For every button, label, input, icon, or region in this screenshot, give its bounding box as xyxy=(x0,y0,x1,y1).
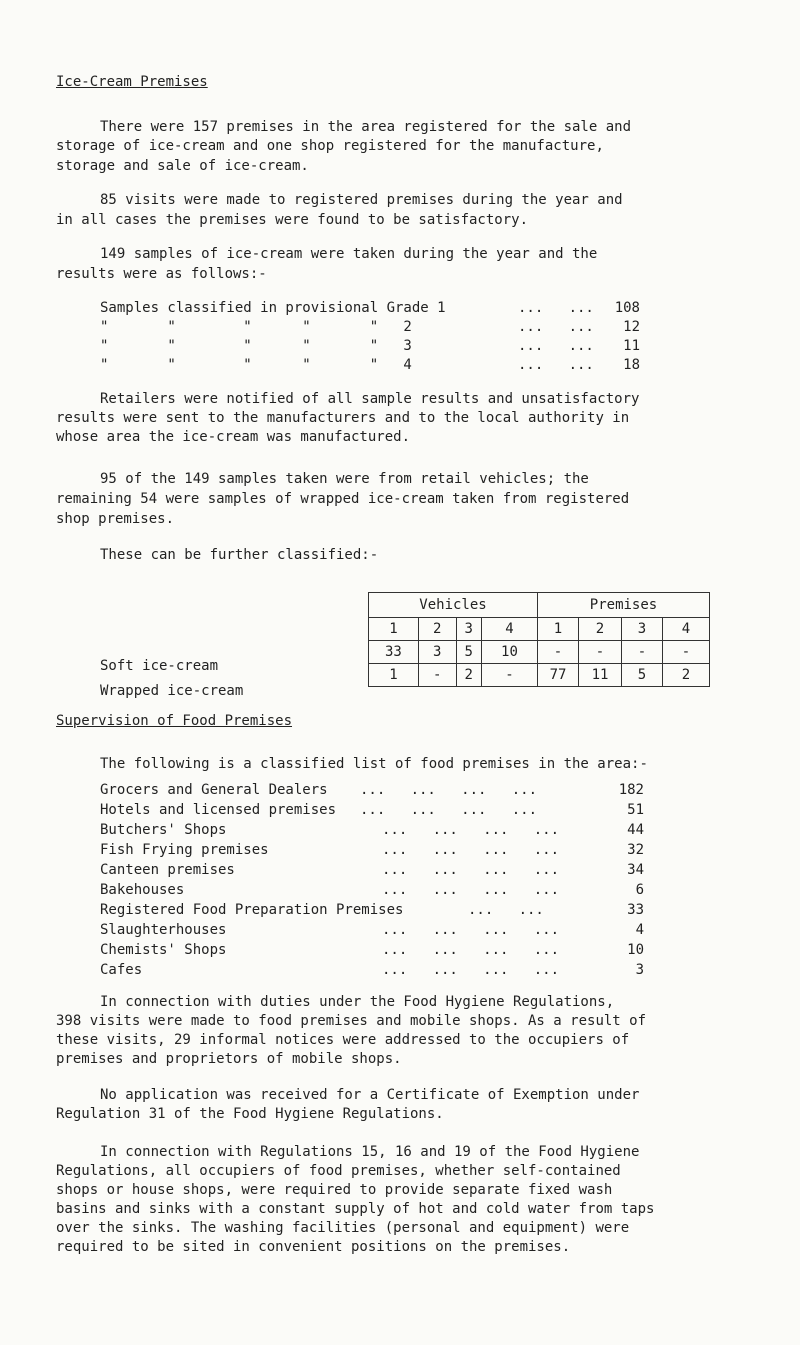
grade-label: " " " " " 3 xyxy=(100,338,412,354)
row-label-wrapped: Wrapped ice-cream xyxy=(100,683,244,699)
classification-table xyxy=(368,592,710,687)
column-header: 4 xyxy=(481,618,537,641)
list-item-label: Chemists' Shops xyxy=(100,942,227,958)
list-item-label: Hotels and licensed premises xyxy=(100,802,337,818)
column-header: 3 xyxy=(456,618,481,641)
grade-value: 18 xyxy=(623,357,640,373)
list-item-value: 44 xyxy=(627,822,644,838)
column-header: 2 xyxy=(418,618,456,641)
section-heading-ice-cream: Ice-Cream Premises xyxy=(56,74,208,90)
column-header: 1 xyxy=(538,618,579,641)
group-header-vehicles: Vehicles xyxy=(369,593,538,618)
list-item-value: 3 xyxy=(635,962,644,978)
section-heading-supervision: Supervision of Food Premises xyxy=(56,713,293,729)
list-item-label: Canteen premises xyxy=(100,862,235,878)
grade-value: 108 xyxy=(614,300,640,316)
list-item-label: Grocers and General Dealers xyxy=(100,782,328,798)
list-item-value: 33 xyxy=(627,902,644,918)
group-header-premises: Premises xyxy=(538,593,710,618)
list-item-value: 34 xyxy=(627,862,644,878)
list-item-value: 10 xyxy=(627,942,644,958)
grade-value: 11 xyxy=(623,338,640,354)
list-item-value: 182 xyxy=(618,782,644,798)
list-item-label: Fish Frying premises xyxy=(100,842,269,858)
list-item-label: Butchers' Shops xyxy=(100,822,227,838)
list-item-value: 51 xyxy=(627,802,644,818)
list-item-value: 32 xyxy=(627,842,644,858)
list-item-label: Slaughterhouses xyxy=(100,922,227,938)
list-item-label: Registered Food Preparation Premises xyxy=(100,902,404,918)
table-row: 33 3 5 10 - - - - xyxy=(369,641,710,664)
grade-label: Samples classified in provisional Grade 1 xyxy=(100,300,446,316)
column-header: 2 xyxy=(579,618,622,641)
paragraph-classified: These can be further classified:- xyxy=(100,547,379,563)
column-header: 1 xyxy=(369,618,419,641)
list-item-label: Cafes xyxy=(100,962,143,978)
row-label-soft: Soft ice-cream xyxy=(100,658,219,674)
list-item-value: 4 xyxy=(635,922,644,938)
table-row: 1 - 2 - 77 11 5 2 xyxy=(369,664,710,687)
column-header: 3 xyxy=(622,618,663,641)
list-item-label: Bakehouses xyxy=(100,882,185,898)
list-item-value: 6 xyxy=(635,882,644,898)
column-header: 4 xyxy=(663,618,710,641)
grade-label: " " " " " 2 xyxy=(100,319,412,335)
grade-value: 12 xyxy=(623,319,640,335)
grade-label: " " " " " 4 xyxy=(100,357,412,373)
paragraph-premises-list: The following is a classified list of food premises in the area:- xyxy=(100,756,648,772)
